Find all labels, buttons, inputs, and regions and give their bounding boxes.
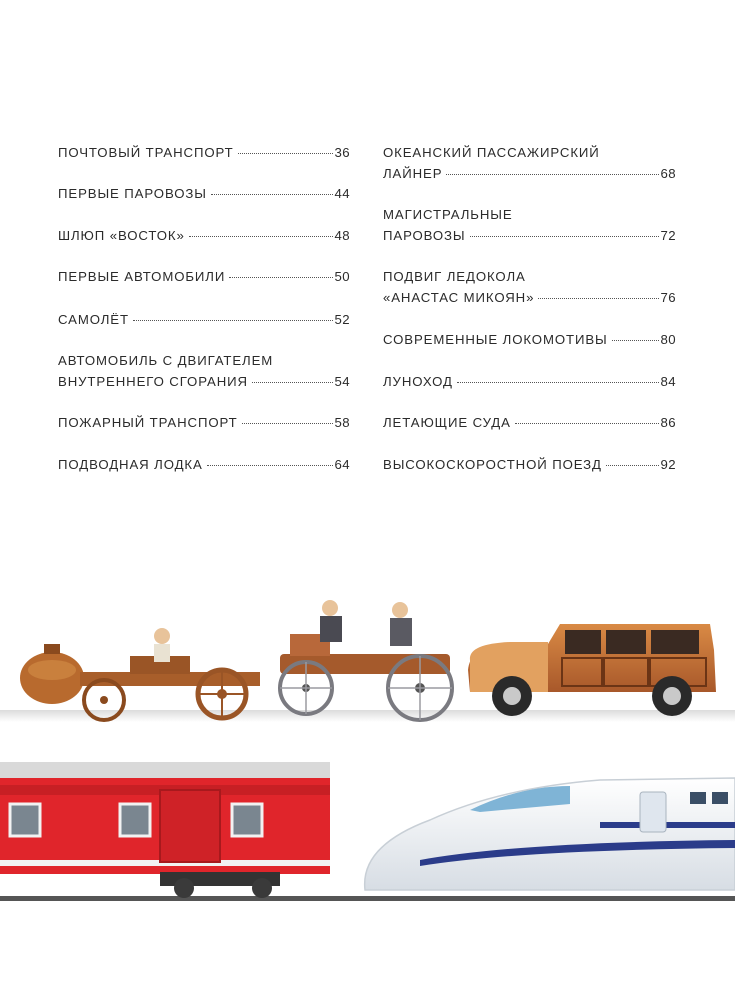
toc-entry[interactable]: [383, 454, 676, 475]
toc-entry-page: 44: [334, 186, 350, 201]
toc-entry-title-line1: ПОДВИГ ЛЕДОКОЛА: [383, 269, 526, 284]
toc-entry[interactable]: [383, 329, 676, 350]
leader-dots: [538, 298, 658, 299]
toc-entry[interactable]: [383, 142, 676, 184]
toc-entry-title: ПАРОВОЗЫ: [383, 228, 466, 243]
leader-dots: [229, 277, 332, 278]
toc-entry[interactable]: [58, 454, 350, 475]
toc-entry-title-line1: АВТОМОБИЛЬ С ДВИГАТЕЛЕМ: [58, 353, 274, 368]
leader-dots: [252, 382, 333, 383]
steam-tractor: [20, 628, 260, 720]
toc-entry-page: 48: [334, 228, 350, 243]
toc-entry[interactable]: [383, 412, 676, 433]
toc-entry-title: ПЕРВЫЕ АВТОМОБИЛИ: [58, 269, 226, 284]
leader-dots: [515, 423, 659, 424]
toc-entry-title-line1: ОКЕАНСКИЙ ПАССАЖИРСКИЙ: [383, 145, 600, 160]
rail: [0, 896, 735, 901]
toc-entry-page: 54: [334, 374, 350, 389]
toc-entry-title: ШЛЮП «ВОСТОК»: [58, 228, 185, 243]
toc-entry[interactable]: [383, 204, 676, 246]
toc-entry[interactable]: [58, 183, 350, 204]
toc-entry-title: ВЫСОКОСКОРОСТНОЙ ПОЕЗД: [383, 457, 602, 472]
toc-entry-page: 92: [660, 457, 676, 472]
toc-entry-title: ЛУНОХОД: [383, 374, 453, 389]
leader-dots: [470, 236, 659, 237]
toc-entry-page: 72: [660, 228, 676, 243]
toc-entry-title-line1: МАГИСТРАЛЬНЫЕ: [383, 207, 513, 222]
transport-illustration: [0, 560, 735, 1000]
toc-entry-title: ПОЖАРНЫЙ ТРАНСПОРТ: [58, 415, 238, 430]
leader-dots: [457, 382, 659, 383]
toc-entry[interactable]: [58, 225, 350, 246]
toc-entry-page: 50: [334, 269, 350, 284]
toc-entry-page: 84: [660, 374, 676, 389]
toc-entry[interactable]: [58, 350, 350, 392]
leader-dots: [242, 423, 333, 424]
leader-dots: [606, 465, 659, 466]
toc-entry-page: 80: [660, 332, 676, 347]
toc-entry-page: 58: [334, 415, 350, 430]
leader-dots: [612, 340, 659, 341]
leader-dots: [133, 320, 333, 321]
toc-entry[interactable]: [383, 371, 676, 392]
toc-entry[interactable]: [383, 266, 676, 308]
toc-entry-page: 64: [334, 457, 350, 472]
toc-entry[interactable]: [58, 266, 350, 287]
toc-entry-page: 52: [334, 312, 350, 327]
leader-dots: [207, 465, 333, 466]
leader-dots: [211, 194, 333, 195]
toc-entry-title: ПОЧТОВЫЙ ТРАНСПОРТ: [58, 145, 234, 160]
toc-entry-title: САМОЛЁТ: [58, 312, 129, 327]
toc-entry-title: ПЕРВЫЕ ПАРОВОЗЫ: [58, 186, 207, 201]
toc-entry[interactable]: [58, 412, 350, 433]
toc-entry-title: СОВРЕМЕННЫЕ ЛОКОМОТИВЫ: [383, 332, 608, 347]
toc-entry-title: «АНАСТАС МИКОЯН»: [383, 290, 535, 305]
toc-entry[interactable]: [58, 309, 350, 330]
bullet-train: [365, 778, 735, 890]
woody-station-wagon: [468, 624, 716, 716]
toc-entry-title: ВНУТРЕННЕГО СГОРАНИЯ: [58, 374, 248, 389]
toc-entry-title: ЛАЙНЕР: [383, 166, 443, 181]
red-passenger-car: [0, 762, 330, 898]
toc-entry-page: 86: [660, 415, 676, 430]
early-motor-car: [280, 600, 452, 720]
leader-dots: [189, 236, 333, 237]
toc-entry-page: 68: [660, 166, 676, 181]
toc-entry-title: ПОДВОДНАЯ ЛОДКА: [58, 457, 203, 472]
toc-entry-page: 36: [334, 145, 350, 160]
toc-entry-page: 76: [660, 290, 676, 305]
leader-dots: [446, 174, 658, 175]
toc-entry-title: ЛЕТАЮЩИЕ СУДА: [383, 415, 511, 430]
toc-entry[interactable]: [58, 142, 350, 163]
leader-dots: [238, 153, 333, 154]
